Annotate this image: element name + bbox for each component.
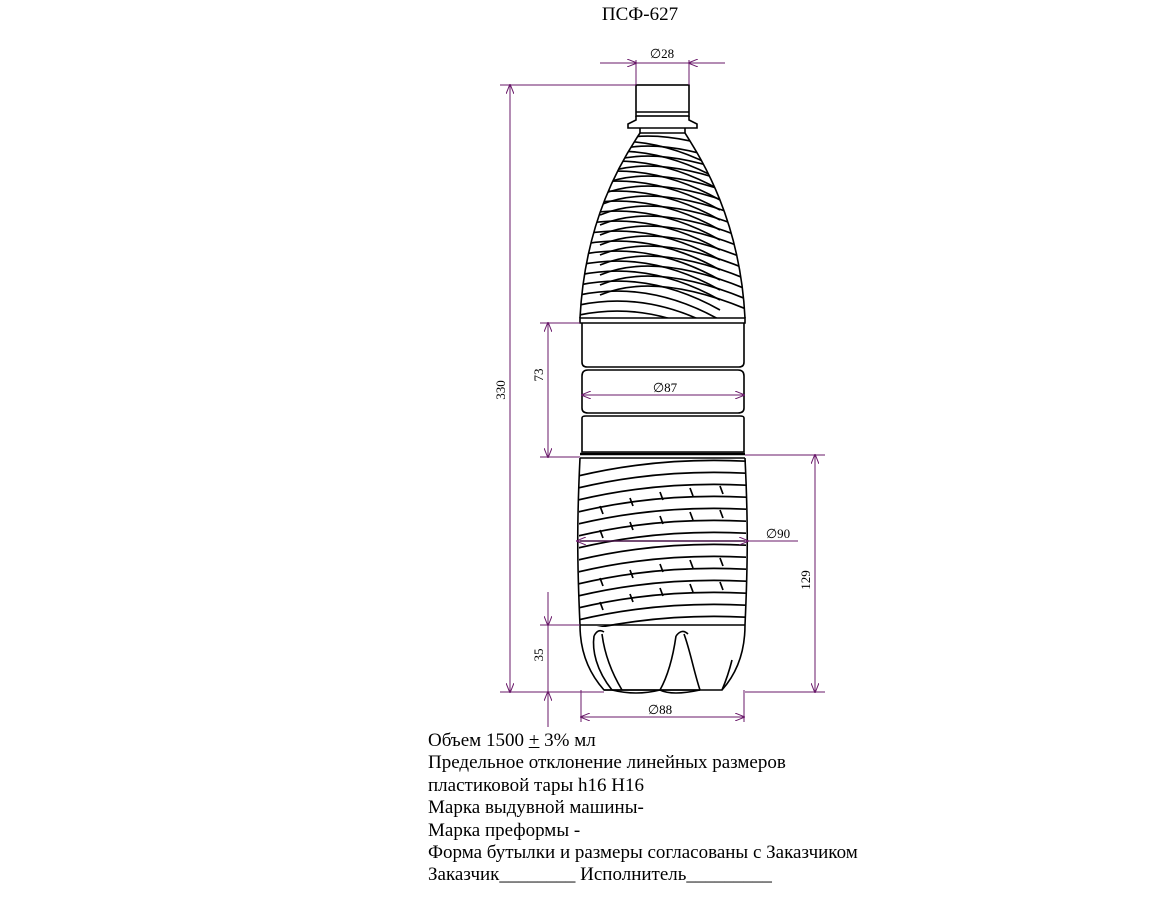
- label-height-label: 73: [531, 368, 546, 382]
- tolerance-note-2: пластиковой тары h16 H16: [428, 774, 644, 796]
- machine-note: Марка выдувной машины-: [428, 797, 644, 819]
- agreement-note: Форма бутылки и размеры согласованы с Заказчиком: [428, 841, 858, 863]
- body-height-label: 129: [798, 570, 813, 590]
- body-ribs: [570, 460, 760, 646]
- label-diameter-label: ∅87: [652, 380, 678, 395]
- volume-tolerance: 3% мл: [539, 730, 596, 751]
- volume-text: Объем 1500: [428, 730, 529, 751]
- tolerance-note-1: Предельное отклонение линейных размеров: [428, 752, 786, 774]
- base-diameter-label: ∅88: [647, 702, 673, 717]
- drawing-title: ПСФ-627: [601, 4, 679, 25]
- base-height-label: 35: [531, 648, 546, 662]
- signatures-note: Заказчик________ Исполнитель_________: [428, 864, 772, 886]
- neck-diameter-label: ∅28: [649, 46, 675, 61]
- preform-note: Марка преформы -: [428, 819, 581, 841]
- total-height-label: 330: [493, 380, 508, 400]
- plus-minus-sign: +: [528, 730, 540, 751]
- shoulder: [580, 133, 745, 318]
- volume-note: [428, 730, 858, 752]
- specification-notes: [428, 730, 858, 887]
- label-band: [580, 318, 745, 323]
- neck-ring: [628, 116, 697, 128]
- body-diameter-label: ∅90: [765, 526, 791, 541]
